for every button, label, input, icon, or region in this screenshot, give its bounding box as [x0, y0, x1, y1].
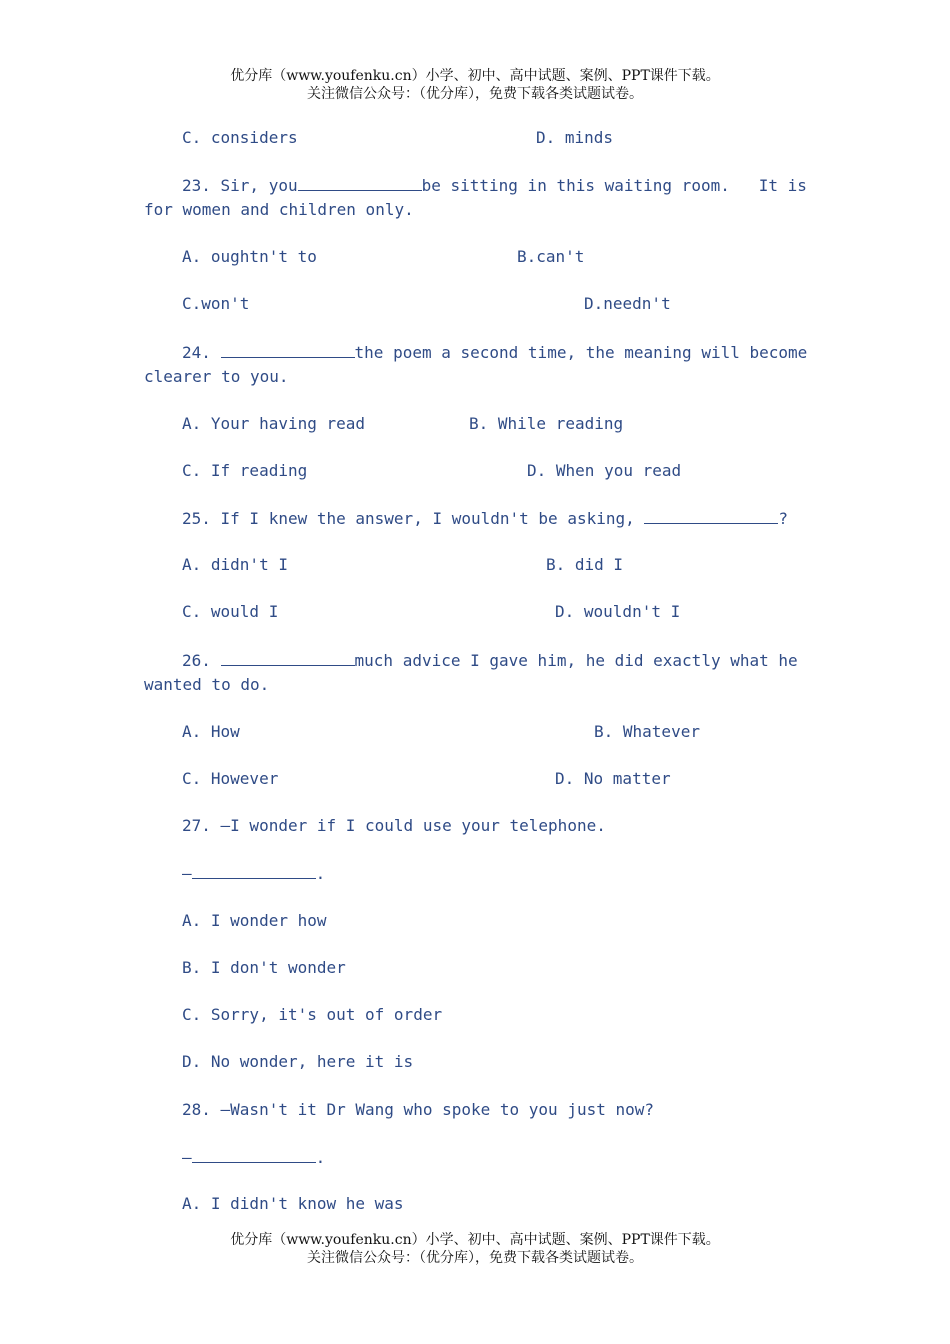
q25-stem	[182, 505, 788, 531]
q26-option-d: D. No matter	[555, 769, 671, 788]
q28-reply	[182, 1144, 325, 1170]
q23-option-b: B.can't	[517, 247, 585, 266]
q28-reply-end: .	[315, 1148, 326, 1167]
q27-reply-dash: —	[182, 864, 192, 883]
q22-option-d: D. minds	[536, 128, 614, 147]
header-line-1: 优分库（www.youfenku.cn）小学、初中、高中试题、案例、PPT课件下载。	[230, 68, 720, 84]
q24-option-a: A. Your having read	[182, 414, 366, 433]
q27-option-b: B. I don't wonder	[182, 958, 346, 977]
q24-stem-end: the poem a second time, the meaning will become	[354, 343, 808, 362]
q27-reply	[182, 860, 325, 886]
page-header	[0, 67, 950, 103]
q23-stem-start: 23. Sir, you	[182, 176, 298, 195]
q27-option-c: C. Sorry, it's out of order	[182, 1005, 443, 1024]
footer-line-1: 优分库（www.youfenku.cn）小学、初中、高中试题、案例、PPT课件下载。	[230, 1232, 720, 1248]
q23-stem-line-1	[182, 172, 807, 198]
q23-stem-line-2: for women and children only.	[144, 200, 414, 219]
q26-stem-start: 26.	[182, 651, 221, 670]
q27-option-d: D. No wonder, here it is	[182, 1052, 414, 1071]
q22-option-c: C. considers	[182, 128, 298, 147]
q25-answer-blank	[644, 505, 778, 524]
q26-stem-line-1	[182, 647, 798, 673]
q27-answer-blank	[192, 860, 316, 879]
q24-stem-line-2: clearer to you.	[144, 367, 289, 386]
q25-option-a: A. didn't I	[182, 555, 288, 574]
q23-option-a: A. oughtn't to	[182, 247, 317, 266]
q23-answer-blank	[298, 172, 422, 191]
q23-option-d: D.needn't	[584, 294, 671, 313]
q25-option-d: D. wouldn't I	[555, 602, 681, 621]
q28-answer-blank	[192, 1144, 316, 1163]
q26-option-c: C. However	[182, 769, 279, 788]
q23-stem-end: be sitting in this waiting room. It is	[421, 176, 807, 195]
q24-option-c: C. If reading	[182, 461, 308, 480]
q26-option-a: A. How	[182, 722, 240, 741]
q26-stem-end: much advice I gave him, he did exactly what he	[354, 651, 798, 670]
q28-option-a: A. I didn't know he was	[182, 1194, 404, 1213]
q25-option-b: B. did I	[546, 555, 624, 574]
q28-stem: 28. —Wasn't it Dr Wang who spoke to you just now?	[182, 1100, 655, 1119]
q24-option-b: B. While reading	[469, 414, 624, 433]
q23-option-c: C.won't	[182, 294, 250, 313]
header-line-2: 关注微信公众号：（优分库），免费下载各类试题试卷。	[307, 86, 643, 102]
q24-stem-start: 24.	[182, 343, 221, 362]
q27-reply-end: .	[315, 864, 326, 883]
q26-option-b: B. Whatever	[594, 722, 700, 741]
q24-option-d: D. When you read	[527, 461, 682, 480]
q26-answer-blank	[221, 647, 355, 666]
q26-stem-line-2: wanted to do.	[144, 675, 270, 694]
q24-answer-blank	[221, 339, 355, 358]
q25-option-c: C. would I	[182, 602, 279, 621]
q25-stem-start: 25. If I knew the answer, I wouldn't be asking,	[182, 509, 645, 528]
page-footer	[0, 1231, 950, 1267]
footer-line-2: 关注微信公众号：（优分库），免费下载各类试题试卷。	[307, 1250, 643, 1266]
q24-stem-line-1	[182, 339, 807, 365]
q28-reply-dash: —	[182, 1148, 192, 1167]
q25-stem-end: ?	[778, 509, 789, 528]
q27-option-a: A. I wonder how	[182, 911, 327, 930]
q27-stem: 27. —I wonder if I could use your telephone.	[182, 816, 606, 835]
